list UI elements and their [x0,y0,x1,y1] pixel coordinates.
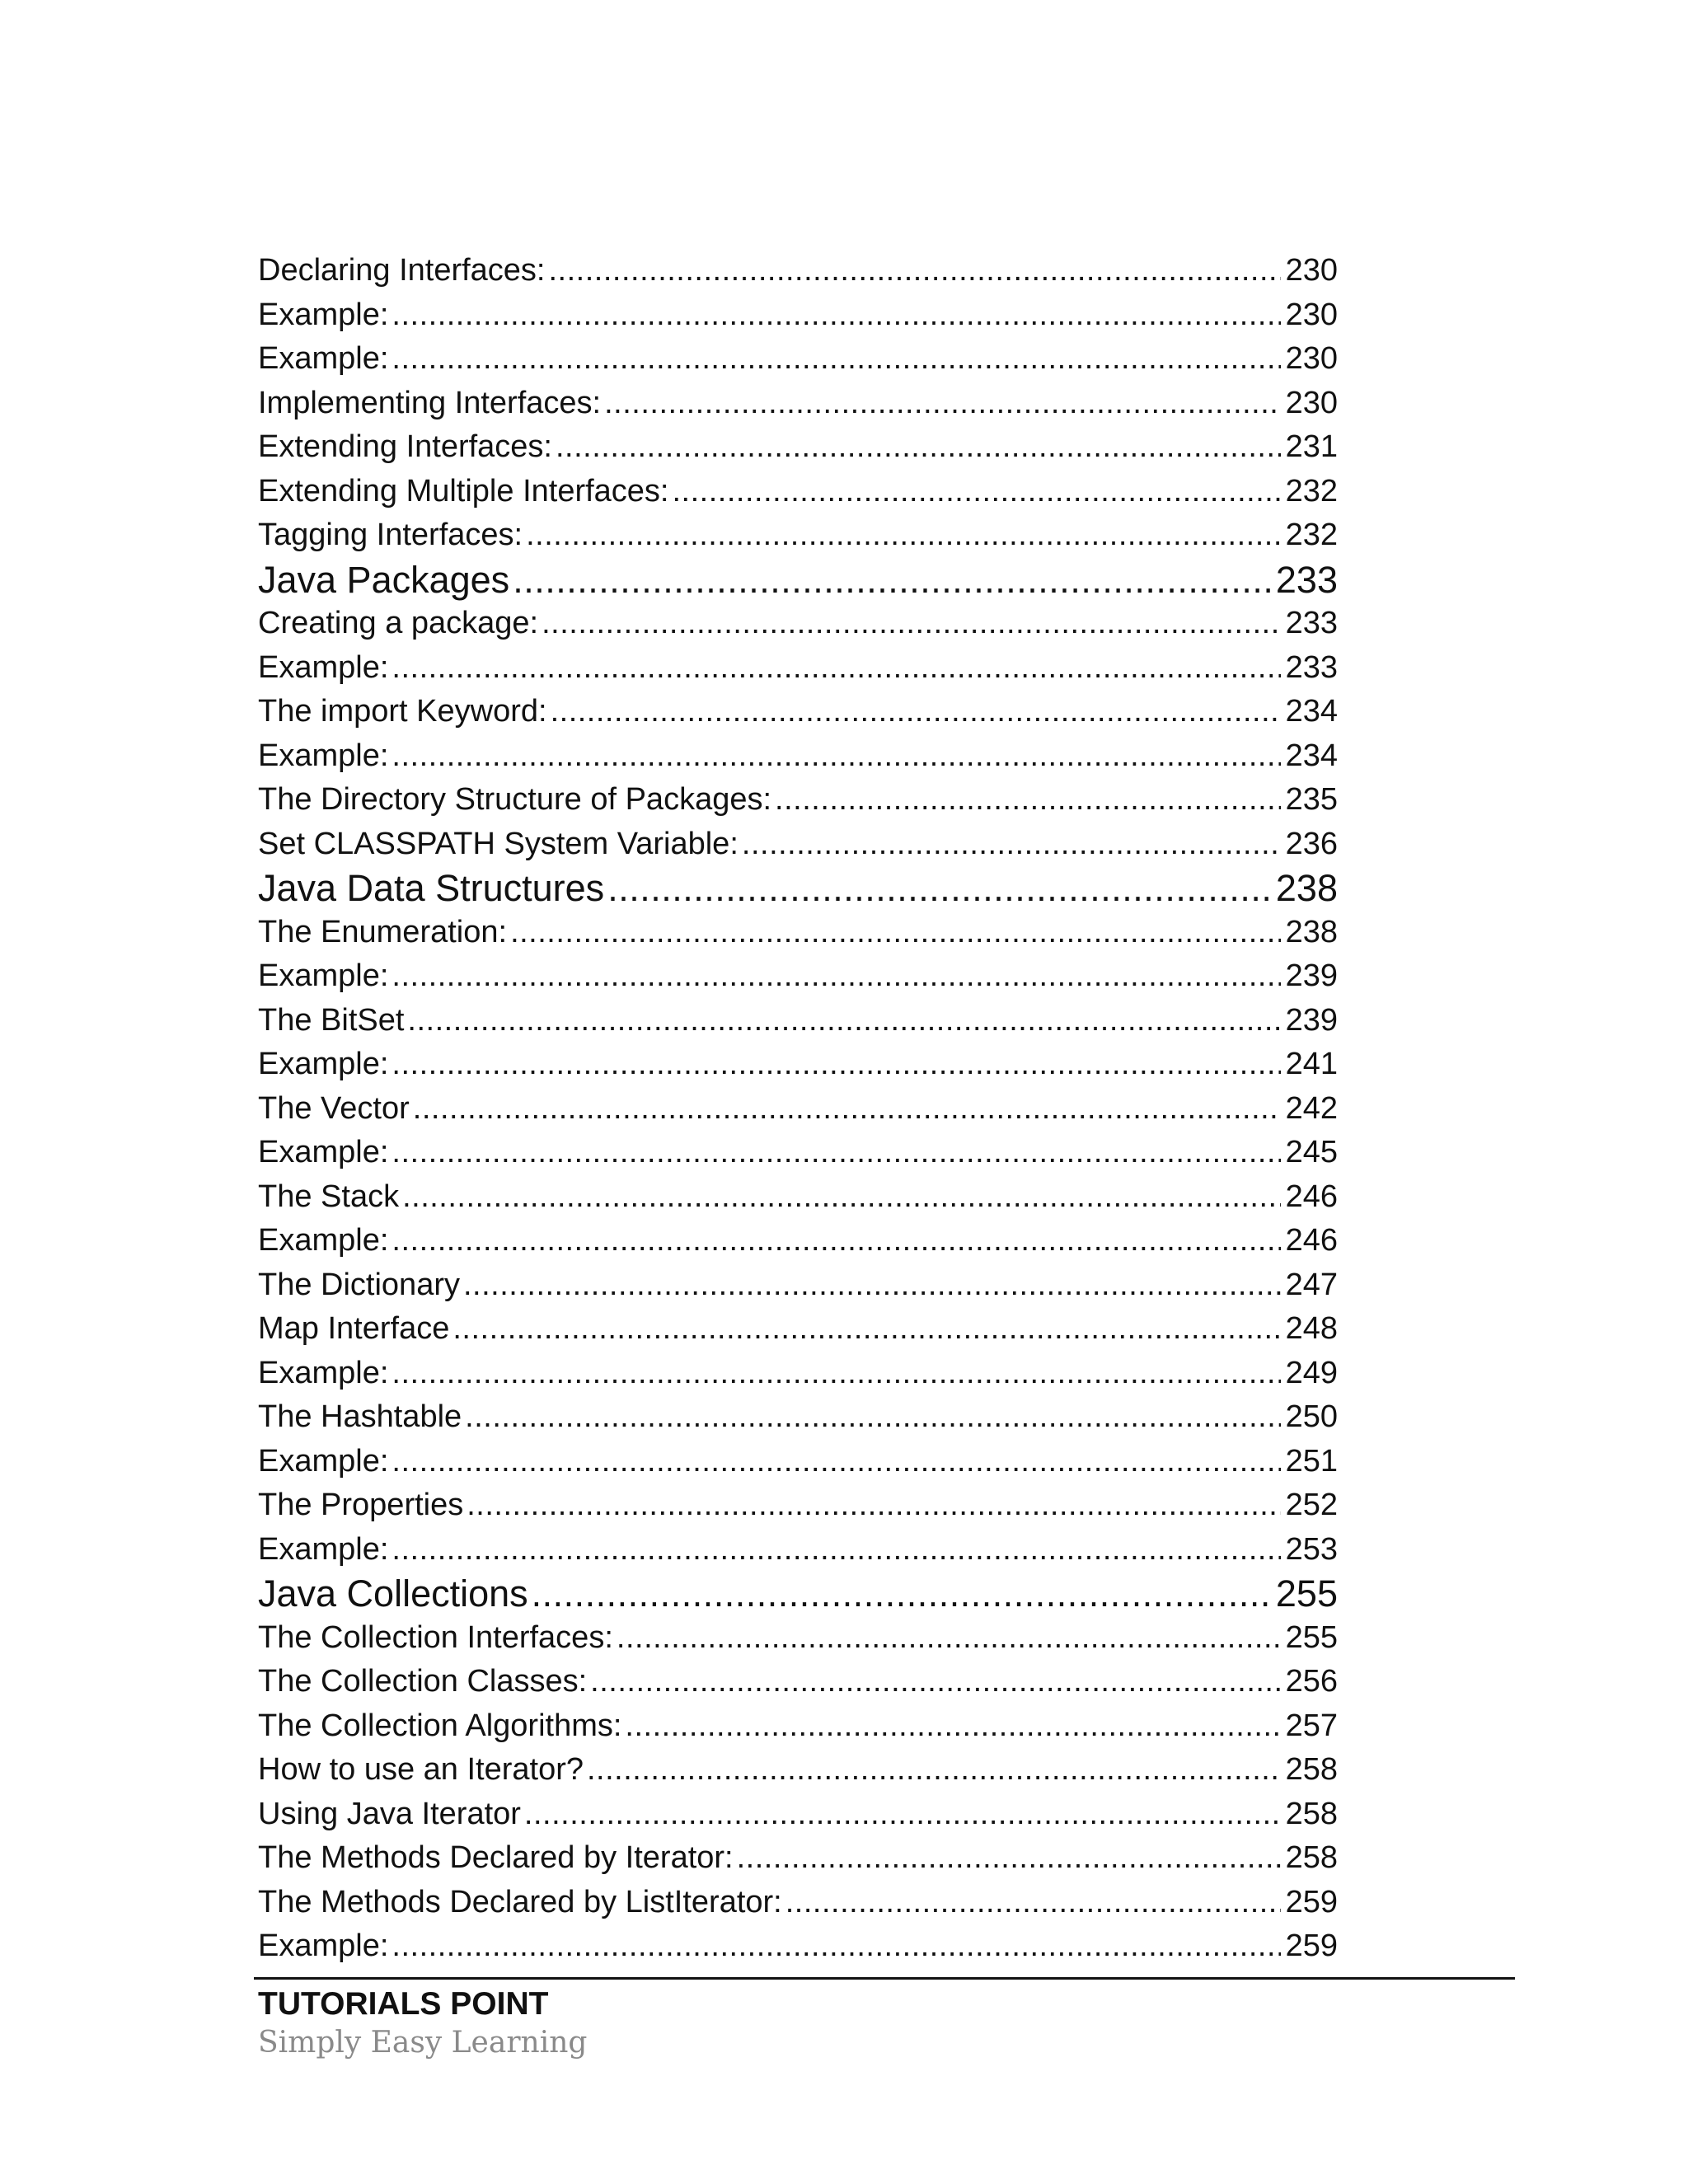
toc-dot-leader [737,1836,1281,1881]
toc-entry-title: Extending Multiple Interfaces: [258,473,669,509]
toc-entry-page: 234 [1285,694,1338,729]
toc-entry-title: Example: [258,649,389,685]
toc-entry-page: 246 [1285,1223,1338,1258]
toc-entry-page: 256 [1285,1664,1338,1699]
toc-entry-title: Map Interface [258,1311,450,1346]
toc-entry-page: 230 [1285,385,1338,420]
toc-dot-leader [463,1263,1281,1308]
toc-dot-leader [551,690,1281,734]
toc-entry[interactable] [258,337,1338,382]
toc-entry-title: Declaring Interfaces: [258,253,546,288]
toc-entry[interactable] [258,1175,1338,1220]
toc-entry-page: 259 [1285,1929,1338,1963]
toc-entry-title: The BitSet [258,1002,405,1038]
toc-entry[interactable] [258,1660,1338,1704]
toc-entry[interactable] [258,1924,1338,1969]
toc-entry[interactable] [258,734,1338,779]
toc-entry-title: The Methods Declared by Iterator: [258,1840,734,1875]
toc-entry-page: 249 [1285,1355,1338,1390]
toc-entry-title: The Properties [258,1488,464,1522]
toc-entry-title: Set CLASSPATH System Variable: [258,826,738,861]
toc-entry[interactable] [258,1440,1338,1484]
toc-entry-page: 241 [1285,1047,1338,1081]
toc-entry-title: Implementing Interfaces: [258,385,602,420]
toc-dot-leader [587,1748,1281,1793]
toc-entry[interactable] [258,425,1338,470]
toc-entry[interactable] [258,778,1338,823]
toc-dot-leader [413,1087,1281,1132]
toc-entry-page: 255 [1275,1572,1338,1615]
toc-dot-leader [785,1881,1281,1925]
toc-entry-title: Example: [258,297,389,332]
toc-entry-title: Example: [258,341,389,376]
toc-dot-leader [392,734,1280,779]
toc-dot-leader [467,1483,1280,1528]
toc-entry-page: 230 [1285,341,1338,376]
toc-entry-title: Java Packages [258,558,510,601]
toc-entry-title: The Dictionary [258,1267,460,1302]
toc-chapter-entry[interactable] [258,558,1338,602]
toc-entry-title: The Vector [258,1090,410,1126]
toc-entry[interactable] [258,1307,1338,1352]
toc-entry[interactable] [258,690,1338,734]
toc-entry-page: 247 [1285,1267,1338,1302]
toc-dot-leader [532,1572,1271,1616]
toc-entry[interactable] [258,1704,1338,1749]
toc-entry[interactable] [258,1352,1338,1396]
toc-dot-leader [673,470,1281,514]
toc-entry-title: Example: [258,1355,389,1390]
toc-entry[interactable] [258,1219,1338,1263]
toc-entry-title: Example: [258,1443,389,1479]
toc-entry[interactable] [258,293,1338,338]
toc-entry-page: 232 [1285,518,1338,552]
toc-dot-leader [392,293,1280,338]
toc-entry[interactable] [258,646,1338,691]
toc-entry-title: The Hashtable [258,1399,462,1434]
toc-entry-page: 230 [1285,297,1338,332]
toc-entry-title: How to use an Iterator? [258,1752,584,1787]
toc-entry-title: The Enumeration: [258,914,508,949]
toc-entry[interactable] [258,1748,1338,1793]
toc-entry-page: 239 [1285,958,1338,993]
toc-entry-page: 231 [1285,429,1338,464]
toc-entry[interactable] [258,823,1338,867]
toc-entry-title: The Directory Structure of Packages: [258,782,772,817]
toc-entry-page: 233 [1275,558,1338,601]
toc-entry[interactable] [258,1395,1338,1440]
toc-dot-leader [402,1175,1281,1220]
toc-dot-leader [556,425,1281,470]
toc-entry-title: Example: [258,958,389,993]
toc-entry-page: 259 [1285,1884,1338,1919]
toc-entry-title: Java Collections [258,1572,528,1615]
toc-entry[interactable] [258,1528,1338,1572]
toc-entry-page: 232 [1285,473,1338,509]
toc-dot-leader [510,911,1281,955]
toc-entry-page: 238 [1285,914,1338,949]
table-of-contents [258,249,1338,1969]
toc-entry-title: Creating a package: [258,606,539,640]
toc-entry-page: 258 [1285,1752,1338,1787]
toc-entry[interactable] [258,1881,1338,1925]
toc-entry-page: 233 [1285,606,1338,640]
toc-entry[interactable] [258,1793,1338,1837]
toc-entry[interactable] [258,911,1338,955]
toc-entry-title: Tagging Interfaces: [258,518,523,552]
toc-dot-leader [392,1131,1280,1175]
toc-entry-page: 250 [1285,1399,1338,1434]
toc-dot-leader [392,337,1280,382]
toc-dot-leader [392,1352,1280,1396]
footer-divider [254,1977,1515,1980]
toc-dot-leader [549,249,1281,293]
toc-entry-page: 234 [1285,738,1338,773]
toc-entry[interactable] [258,470,1338,514]
toc-entry[interactable] [258,382,1338,426]
toc-entry-title: Java Data Structures [258,867,605,909]
toc-dot-leader [542,602,1280,646]
toc-entry-page: 252 [1285,1488,1338,1522]
toc-entry-title: The Methods Declared by ListIterator: [258,1884,782,1919]
toc-entry-page: 245 [1285,1135,1338,1169]
toc-entry-title: Extending Interfaces: [258,429,552,464]
toc-entry[interactable] [258,1483,1338,1528]
toc-entry-page: 258 [1285,1796,1338,1831]
toc-dot-leader [392,1219,1280,1263]
toc-entry-page: 233 [1285,649,1338,685]
toc-dot-leader [392,1528,1280,1572]
toc-entry-title: The import Keyword: [258,694,547,729]
toc-entry-page: 242 [1285,1090,1338,1126]
toc-entry-title: Example: [258,1047,389,1081]
toc-dot-leader [465,1395,1280,1440]
toc-entry[interactable] [258,999,1338,1043]
toc-entry-page: 238 [1275,867,1338,909]
toc-dot-leader [513,558,1271,602]
toc-entry-page: 235 [1285,782,1338,817]
toc-dot-leader [742,823,1281,867]
toc-dot-leader [392,1440,1280,1484]
toc-entry-title: The Collection Algorithms: [258,1708,622,1743]
toc-entry[interactable] [258,1043,1338,1087]
toc-entry-page: 248 [1285,1311,1338,1346]
toc-entry-title: Using Java Iterator [258,1796,521,1831]
toc-dot-leader [625,1704,1280,1749]
toc-entry[interactable] [258,1131,1338,1175]
toc-entry[interactable] [258,954,1338,999]
toc-dot-leader [526,513,1281,558]
toc-entry[interactable] [258,1836,1338,1881]
toc-chapter-entry[interactable] [258,1572,1338,1616]
toc-entry-title: Example: [258,738,389,773]
toc-entry-page: 255 [1285,1619,1338,1655]
toc-entry[interactable] [258,513,1338,558]
toc-dot-leader [452,1307,1280,1352]
toc-dot-leader [392,1043,1280,1087]
toc-entry-page: 246 [1285,1179,1338,1214]
toc-entry[interactable] [258,602,1338,646]
toc-dot-leader [407,999,1280,1043]
toc-entry-title: Example: [258,1135,389,1169]
toc-entry-title: The Collection Classes: [258,1664,588,1699]
toc-entry-page: 239 [1285,1002,1338,1038]
toc-dot-leader [617,1616,1281,1661]
toc-chapter-entry[interactable] [258,866,1338,911]
toc-dot-leader [590,1660,1280,1704]
toc-entry-title: Example: [258,1929,389,1963]
toc-dot-leader [392,954,1280,999]
toc-dot-leader [392,646,1280,691]
toc-dot-leader [524,1793,1281,1837]
toc-entry-title: The Collection Interfaces: [258,1619,613,1655]
toc-entry-page: 253 [1285,1531,1338,1567]
toc-entry[interactable] [258,1263,1338,1308]
toc-entry-title: The Stack [258,1179,400,1214]
toc-dot-leader [604,382,1281,426]
toc-entry[interactable] [258,249,1338,293]
toc-dot-leader [392,1924,1280,1969]
footer-tagline: Simply Easy Learning [258,2026,588,2060]
footer-brand: TUTORIALS POINT [258,1986,549,2022]
toc-entry-page: 236 [1285,826,1338,861]
toc-entry[interactable] [258,1616,1338,1661]
toc-entry-page: 230 [1285,253,1338,288]
toc-dot-leader [775,778,1281,823]
toc-entry-title: Example: [258,1223,389,1258]
toc-entry-title: Example: [258,1531,389,1567]
toc-entry[interactable] [258,1087,1338,1132]
toc-dot-leader [607,866,1271,911]
toc-entry-page: 257 [1285,1708,1338,1743]
toc-entry-page: 251 [1285,1443,1338,1479]
toc-entry-page: 258 [1285,1840,1338,1875]
